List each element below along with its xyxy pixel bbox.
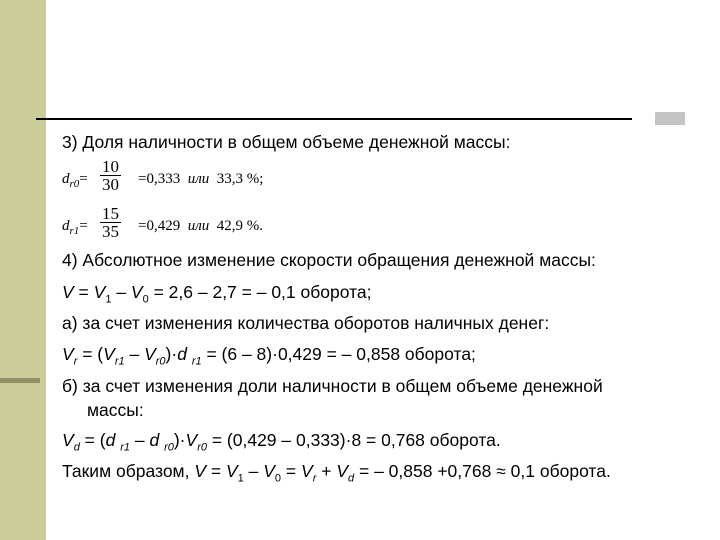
formula-dr0: $d_{r0}=$ $\frac{10}{30}$ =0,333 или 33,3 %; (62, 157, 264, 194)
formula-vr: $V_r = (V_{r1} - V_{r0})\cdot d$ $_{r1}$ = (6 – 8)·0,429 = – 0,858 оборота; (62, 344, 476, 368)
corner-decoration (655, 112, 685, 125)
formula-dr1: $d_{r1}=$ $\frac{15}{35}$ =0,429 или 42,9 %. (62, 204, 264, 241)
item-b-heading (62, 374, 702, 422)
fraction-10-30: $\frac{10}{30}$ (102, 157, 119, 194)
item3-heading: 3) Доля наличности в общем объеме денежной массы: (62, 132, 511, 152)
title-divider-line (36, 118, 632, 120)
fraction-15-35: $\frac{15}{35}$ (102, 204, 119, 241)
sidebar-tab-decoration (0, 378, 40, 383)
conclusion-line: Таким образом, $V = V_1 - V_0 = V_r + V_d$ = – 0,858 +0,768 ≈ 0,1 оборота. (62, 461, 611, 485)
item-a-heading: а) за счет изменения количества оборотов наличных денег: (62, 313, 550, 333)
item-b-line2: массы: (87, 400, 144, 420)
formula-vd: $V_d = (d$ $_{r1}$ – d $_{r0})\cdot V_{r0} = (0,429 - 0,333)\cdot 8 = 0,768$ оборота. (62, 430, 501, 454)
item4-heading: 4) Абсолютное изменение скорости обращения денежной массы: (62, 250, 596, 270)
sidebar-decoration (0, 0, 46, 540)
item-b-line1: б) за счет изменения доли наличности в общем объеме денежной (62, 376, 603, 396)
formula-v-change: $V = V_1 - V_0 = 2,6 - 2,7$ = – 0,1 оборота; (62, 282, 372, 306)
